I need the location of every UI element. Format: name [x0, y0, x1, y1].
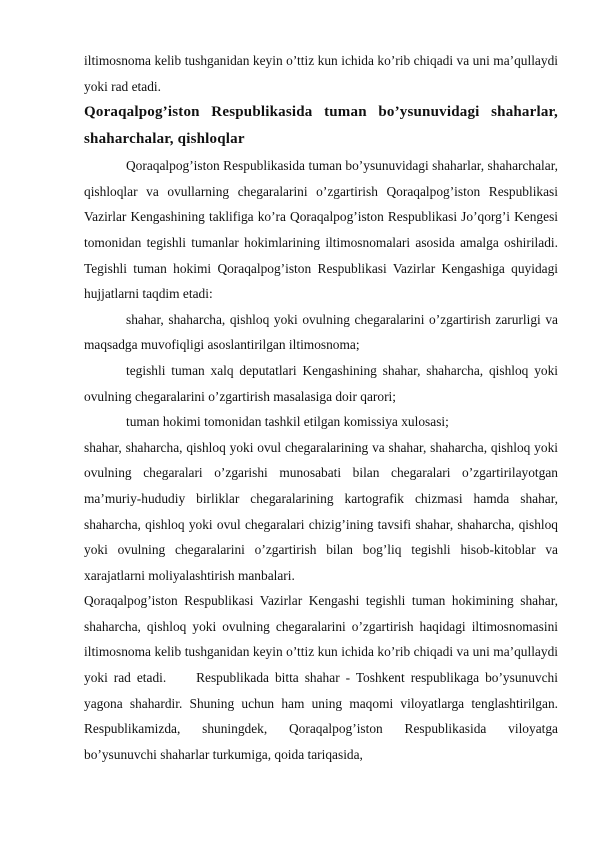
- intro-paragraph: iltimosnoma kelib tushganidan keyin o’ttiz kun ichida ko’rib chiqadi va uni ma’qullaydi yoki rad etadi.: [84, 53, 558, 94]
- section-title: Qoraqalpog’iston Respublikasida tuman bo’ysunuvidagi shaharlar, shaharchalar, qishloqlar: [84, 104, 558, 148]
- body-paragraph-2: shahar, shaharcha, qishloq yoki ovul chegaralarining va shahar, shaharcha, qishloq yoki ovulning chegaralari o’zgarishi munosabati bilan chegaralari o’zgartirilayotgan ma’muriy-hududiy birliklar chegaralarining kartografik chizmasi hamda shahar, shaharcha, qishloq yoki ovul chegaralari chizig’ining tavsifi shahar, shaharcha, qishloq yoki ovulning chegaralarini o’zgartirish bilan bog’liq tegishli hisob-kitoblar va xarajatlarni moliyalashtirish manbalari.: [84, 439, 558, 583]
- body-paragraph-1: Qoraqalpog’iston Respublikasida tuman bo’ysunuvidagi shaharlar, shaharchalar, qishloqlar va ovullarning chegaralarini o’zgartirish Qoraqalpog’iston Respublikasi Vazirlar Kengashining taklifiga ko’ra Qoraqalpog’iston Respublikasi Jo’qorg’i Kengesi tomonidan tegishli tumanlar hokimlarining iltimosnomalari asosida amalga oshiriladi. Tegishli tuman hokimi Qoraqalpog’iston Respublikasi Vazirlar Kengashiga quyidagi hujjatlarni taqdim etadi:: [84, 158, 558, 302]
- list-item-2: tegishli tuman xalq deputatlari Kengashining shahar, shaharcha, qishloq yoki ovulning chegaralarini o’zgartirish masalasiga doir qarori;: [84, 362, 558, 404]
- body-paragraph-4-text: Respublikada bitta shahar - Toshkent respublikaga bo’ysunuvchi yagona shahardir. Shuning uchun ham uning maqomi viloyatlarga tenglashtirilgan. Respublikamizda, shuningdek, Qoraqalpog’iston Respublikasida viloyatga bo’ysunuvchi shaharlar turkumiga, qoida tariqasida,: [84, 670, 558, 762]
- body-paragraph-3-text: Qoraqalpog’iston Respublikasi Vazirlar Kengashi tegishli tuman hokimining shahar, shaharcha, qishloq yoki ovulning chegaralarini o’zgartirish haqidagi iltimosnomasini iltimosnoma kelib tushganidan keyin o’ttiz kun ichida ko’rib chiqadi va uni ma’qullaydi yoki rad etadi.: [84, 593, 558, 686]
- document-page: [84, 48, 558, 767]
- list-item-1: shahar, shaharcha, qishloq yoki ovulning chegaralarini o’zgartirish zarurligi va maqsadga muvofiqligi asoslantirilgan iltimosnoma;: [84, 311, 558, 353]
- list-item-3: tuman hokimi tomonidan tashkil etilgan komissiya xulosasi;: [126, 414, 449, 430]
- body-paragraph-3: [84, 588, 558, 767]
